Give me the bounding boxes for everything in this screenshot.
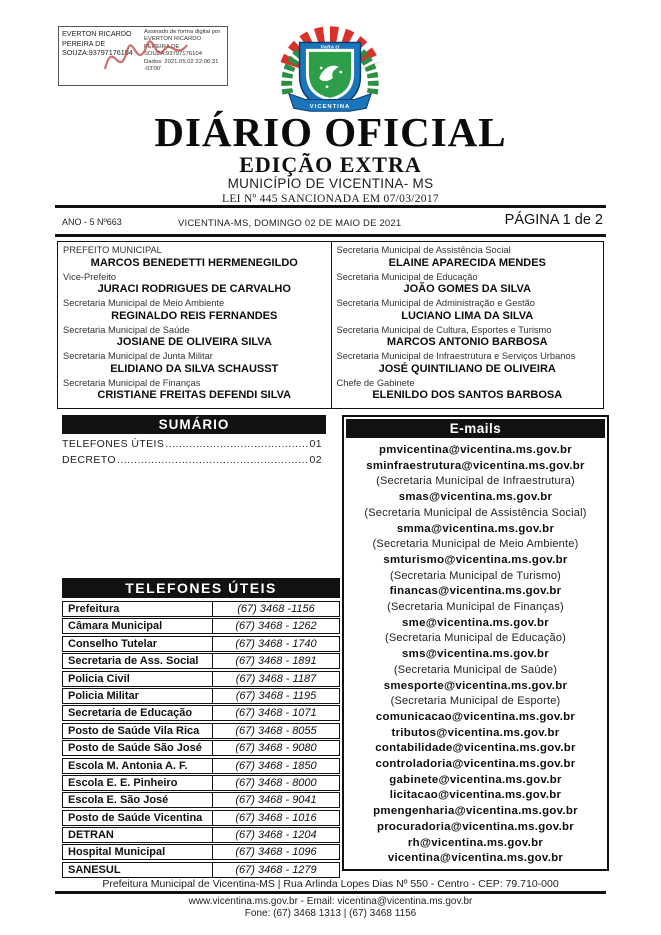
official-role: Secretaria Municipal de Saúde	[63, 324, 190, 335]
email-line: sme@vicentina.ms.gov.br	[402, 616, 549, 629]
official-role: Vice-Prefeito	[63, 271, 117, 282]
phone-row	[62, 758, 340, 774]
official-role: Secretaria Municipal de Assistência Social	[336, 245, 511, 255]
phones-table	[62, 601, 340, 879]
phone-number: (67) 3468 - 1016	[235, 811, 317, 824]
official-role: PREFEITO MUNICIPAL	[63, 245, 162, 255]
official-entry	[60, 298, 329, 323]
gazette-title: DIÁRIO OFICIAL	[154, 109, 507, 155]
toc-entry	[62, 438, 322, 454]
signature-statement-text: Assinado de forma digital por EVERTON RICARDO PEREIRA DE SOUZA:93797176104	[144, 29, 221, 58]
officials-right-column	[331, 242, 604, 408]
phone-entity-name: Policia Militar	[63, 689, 213, 703]
email-line: pmvicentina@vicentina.ms.gov.br	[378, 444, 572, 456]
email-line: licitacao@vicentina.ms.gov.br	[389, 789, 562, 802]
phone-number: (67) 3468 - 1262	[235, 620, 317, 633]
phone-number: (67) 3468 - 1187	[235, 672, 317, 685]
email-line: gabinete@vicentina.ms.gov.br	[389, 773, 562, 786]
email-line: vicentina@vicentina.ms.gov.br	[387, 852, 564, 865]
email-line: controladoria@vicentina.ms.gov.br	[375, 758, 576, 771]
email-line: (Secretaria Municipal de Infraestrutura)	[376, 475, 575, 488]
official-role: Secretaria Municipal de Meio Ambiente	[63, 298, 225, 308]
phone-number: (67) 3468 - 1195	[235, 689, 317, 702]
official-name: JURACI RODRIGUES DE CARVALHO	[97, 283, 291, 295]
phone-row	[62, 740, 340, 756]
official-name: JOSÉ QUINTILIANO DE OLIVEIRA	[378, 362, 556, 375]
officials-box	[57, 241, 604, 409]
toc-page-number: 02	[309, 454, 322, 466]
official-role: Secretaria Municipal de Cultura, Esportes e Turismo	[336, 324, 552, 335]
official-entry	[334, 378, 602, 403]
email-line: (Secretaria Municipal de Saúde)	[393, 663, 558, 676]
phone-number: (67) 3468 - 1279	[235, 863, 317, 876]
page-indicator: PÁGINA 1 de 2	[504, 212, 603, 228]
crest-ribbon-text: VICENTINA	[309, 103, 351, 110]
phone-row	[62, 601, 340, 617]
email-line: (Secretaria Municipal de Esporte)	[390, 695, 561, 708]
official-entry	[60, 351, 329, 376]
email-line: smesporte@vicentina.ms.gov.br	[383, 679, 568, 692]
phone-number: (67) 3468 - 8000	[235, 776, 317, 789]
toc-entry	[62, 454, 322, 470]
toc-page-number: 01	[309, 438, 322, 450]
phone-row	[62, 671, 340, 687]
phone-entity-name: Câmara Municipal	[63, 619, 213, 633]
edition-year-number: ANO - 5 Nº663	[62, 217, 122, 227]
official-entry	[334, 272, 602, 297]
official-entry	[60, 325, 329, 350]
footer-phone: Fone: (67) 3468 1313 | (67) 3468 1156	[244, 908, 417, 919]
official-entry	[60, 378, 329, 403]
signature-statement	[144, 29, 224, 83]
municipal-coat-of-arms	[276, 20, 384, 120]
phone-entity-name: Escola E. E. Pinheiro	[63, 776, 213, 790]
phone-number: (67) 3468 - 1204	[235, 829, 317, 842]
toc-label: TELEFONES ÚTEIS	[62, 438, 165, 450]
phone-entity-name: Escola E. São José	[63, 793, 213, 807]
email-line: rh@vicentina.ms.gov.br	[407, 836, 544, 849]
phone-entity-name: Posto de Saúde São José	[63, 741, 213, 755]
emails-header: E-mails	[346, 419, 605, 438]
official-name: ELAINE APARECIDA MENDES	[388, 256, 546, 269]
phone-entity-name: Posto de Saúde Vicentina	[63, 811, 213, 825]
phone-row	[62, 636, 340, 652]
toc-leader-dots	[117, 454, 309, 466]
digital-signature-box	[58, 26, 228, 86]
official-name: JOÃO GOMES DA SILVA	[403, 283, 532, 295]
phone-number: (67) 3468 - 1071	[235, 707, 317, 720]
official-name: JOSIANE DE OLIVEIRA SILVA	[116, 336, 272, 348]
official-role: Secretaria Municipal de Junta Militar	[63, 351, 213, 361]
phone-entity-name: Conselho Tutelar	[63, 637, 213, 651]
publication-date: VICENTINA-MS, DOMINGO 02 DE MAIO DE 2021	[178, 218, 402, 229]
footer-web-email: www.vicentina.ms.gov.br - Email: vicentina@vicentina.ms.gov.br	[188, 896, 473, 907]
phone-entity-name: Secretaria de Ass. Social	[63, 654, 213, 668]
email-line: sms@vicentina.ms.gov.br	[402, 648, 549, 661]
summary-header: SUMÁRIO	[62, 415, 326, 434]
phones-header: TELEFONES ÚTEIS	[62, 578, 340, 598]
phone-number: (67) 3468 - 1740	[235, 637, 317, 650]
phone-entity-name: Posto de Saúde Vila Rica	[63, 724, 213, 738]
official-name: ELENILDO DOS SANTOS BARBOSA	[372, 389, 563, 401]
phone-number: (67) 3468 -1156	[237, 603, 315, 615]
email-line: contabilidade@vicentina.ms.gov.br	[375, 742, 576, 755]
phone-row	[62, 844, 340, 860]
masthead-divider-top	[55, 205, 606, 208]
phone-row	[62, 618, 340, 634]
phone-row	[62, 705, 340, 721]
email-line: smas@vicentina.ms.gov.br	[398, 491, 553, 504]
official-name: LUCIANO LIMA DA SILVA	[401, 309, 534, 322]
official-name: ELIDIANO DA SILVA SCHAUSST	[110, 362, 279, 375]
email-line: financas@vicentina.ms.gov.br	[389, 585, 562, 598]
phone-number: (67) 3468 - 1891	[235, 655, 317, 668]
official-role: Chefe de Gabinete	[336, 377, 415, 388]
phone-entity-name: Escola M. Antonia A. F.	[63, 759, 213, 773]
official-name: MARCOS BENEDETTI HERMENEGILDO	[90, 256, 298, 269]
municipality-name: MUNICÍPIO DE VICENTINA- MS	[227, 176, 434, 191]
phone-entity-name: Hospital Municipal	[63, 845, 213, 859]
emails-list	[344, 440, 607, 867]
phone-entity-name: Prefeitura	[63, 602, 213, 616]
official-role: Secretaria Municipal de Infraestrutura e Serviços Urbanos	[336, 351, 576, 361]
official-entry	[334, 325, 602, 350]
email-line: sminfraestrutura@vicentina.ms.gov.br	[366, 459, 585, 472]
official-entry	[60, 272, 329, 297]
email-line: smma@vicentina.ms.gov.br	[396, 522, 555, 535]
official-entry	[334, 351, 602, 376]
phone-entity-name: Policia Civil	[63, 672, 213, 686]
crest-motto: PARA O	[320, 45, 340, 51]
signature-signer: EVERTON RICARDO PEREIRA DE SOUZA:93797176104	[62, 29, 133, 58]
footer-address: Prefeitura Municipal de Vicentina-MS | Rua Arlinda Lopes Dias Nº 550 - Centro - CEP: 79.710-000	[102, 878, 559, 890]
email-line: procuradoria@vicentina.ms.gov.br	[376, 820, 575, 833]
crest-star	[320, 67, 323, 70]
emails-box	[342, 415, 609, 871]
official-name: REGINALDO REIS FERNANDES	[111, 309, 278, 322]
email-line: tributos@vicentina.ms.gov.br	[391, 726, 560, 739]
email-line: comunicacao@vicentina.ms.gov.br	[375, 710, 576, 723]
phone-row	[62, 723, 340, 739]
signature-date-details: Dados: 2021.05.02 22:06:31 -03'00'	[144, 58, 219, 73]
crest-star	[339, 71, 342, 74]
officials-left-column	[58, 242, 331, 408]
official-name: MARCOS ANTONIO BARBOSA	[386, 336, 548, 348]
phone-number: (67) 3468 - 1096	[235, 846, 317, 859]
phone-entity-name: DETRAN	[63, 828, 213, 842]
email-line: smturismo@vicentina.ms.gov.br	[383, 553, 568, 566]
phone-number: (67) 3468 - 9041	[235, 794, 317, 807]
crest-star	[326, 85, 329, 88]
toc-leader-dots	[165, 438, 308, 450]
official-role: Secretaria Municipal de Administração e Gestão	[336, 298, 535, 308]
phone-number: (67) 3468 - 1850	[235, 759, 317, 772]
toc-label: DECRETO	[62, 454, 116, 466]
phone-number: (67) 3468 - 9080	[235, 742, 317, 755]
official-entry	[334, 245, 602, 270]
official-entry	[334, 298, 602, 323]
official-name: CRISTIANE FREITAS DEFENDI SILVA	[97, 389, 292, 401]
phone-row	[62, 775, 340, 791]
phone-number: (67) 3468 - 8055	[235, 724, 317, 737]
official-role: Secretaria Municipal de Educação	[336, 271, 478, 282]
phone-row	[62, 810, 340, 826]
phone-row	[62, 792, 340, 808]
summary-toc	[62, 438, 322, 470]
gazette-edition: EDIÇÃO EXTRA	[239, 152, 422, 177]
phone-entity-name: Secretaria de Educação	[63, 706, 213, 720]
email-line: (Secretaria Municipal de Educação)	[384, 632, 567, 645]
official-role: Secretaria Municipal de Finanças	[63, 377, 201, 388]
phone-entity-name: SANESUL	[63, 863, 213, 877]
sanction-law-line: LEI Nº 445 SANCIONADA EM 07/03/2017	[222, 193, 439, 205]
email-line: (Secretaria Municipal de Finanças)	[387, 601, 564, 614]
email-line: pmengenharia@vicentina.ms.gov.br	[373, 805, 578, 818]
official-entry	[60, 245, 329, 270]
masthead-divider-bottom	[55, 234, 606, 237]
email-line: (Secretaria Municipal de Assistência Social)	[364, 506, 587, 519]
footer-divider	[55, 891, 606, 894]
phone-row	[62, 827, 340, 843]
phone-row	[62, 653, 340, 669]
phone-row	[62, 688, 340, 704]
phone-row	[62, 862, 340, 878]
email-line: (Secretaria Municipal de Meio Ambiente)	[372, 538, 579, 551]
email-line: (Secretaria Municipal de Turismo)	[389, 569, 562, 582]
